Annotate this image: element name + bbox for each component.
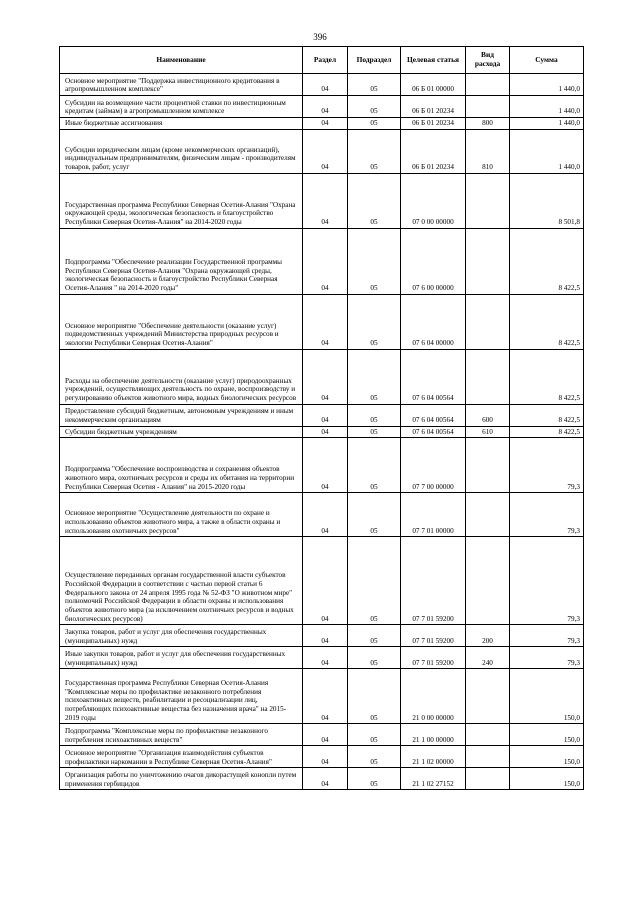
row-expense-type bbox=[466, 493, 510, 537]
row-target: 21 1 02 00000 bbox=[401, 746, 466, 768]
row-amount: 1 440,0 bbox=[510, 129, 584, 173]
row-amount: 150,0 bbox=[510, 746, 584, 768]
row-subsection: 05 bbox=[348, 625, 401, 647]
row-subsection: 05 bbox=[348, 669, 401, 724]
row-subsection: 05 bbox=[348, 647, 401, 669]
row-name: Подпрограмма "Обеспечение реализации Государственной программы Республики Северная Осетия-Алания "Охрана окружающей среды, экологическая безопасность и благоустройство Республики Северная Осетия-Алания " на 2014-2020 годы" bbox=[60, 228, 303, 294]
row-name: Основное мероприятие "Организация взаимодействия субъектов профилактики наркомании в Республике Северная Осетия-Алания" bbox=[60, 746, 303, 768]
row-section: 04 bbox=[303, 438, 348, 493]
row-name: Основное мероприятие "Обеспечение деятельности (оказание услуг) подведомственных учреждений Министерства природных ресурсов и экологии Республики Северная Осетия-Алания" bbox=[60, 294, 303, 349]
row-expense-type bbox=[466, 669, 510, 724]
row-name: Осуществление переданных органам государственной власти субъектов Российской Федерации в соответствии с частью первой статьи 6 Федерального закона от 24 апреля 1995 года № 52-ФЗ "О животном мире" полномочий Российской Федерации в области охраны и использования объектов животного мира (за исключением охотничьих ресурсов и водных биологических ресурсов) bbox=[60, 537, 303, 625]
row-name: Основное мероприятие "Осуществление деятельности по охране и использованию объектов животного мира, а также в области охраны и использования охотничьих ресурсов" bbox=[60, 493, 303, 537]
row-amount: 150,0 bbox=[510, 669, 584, 724]
row-target: 06 Б 01 20234 bbox=[401, 118, 466, 130]
row-target: 21 1 00 00000 bbox=[401, 724, 466, 746]
row-subsection: 05 bbox=[348, 724, 401, 746]
row-section: 04 bbox=[303, 768, 348, 790]
header-expense-type: Вид расхода bbox=[466, 47, 510, 74]
table-row bbox=[60, 294, 584, 349]
row-target: 06 Б 01 20234 bbox=[401, 129, 466, 173]
table-row bbox=[60, 438, 584, 493]
row-amount: 79,3 bbox=[510, 625, 584, 647]
row-section: 04 bbox=[303, 625, 348, 647]
row-expense-type bbox=[466, 537, 510, 625]
row-name: Субсидии бюджетным учреждениям bbox=[60, 426, 303, 438]
row-section: 04 bbox=[303, 96, 348, 118]
row-expense-type bbox=[466, 724, 510, 746]
table-row bbox=[60, 129, 584, 173]
row-subsection: 05 bbox=[348, 96, 401, 118]
row-subsection: 05 bbox=[348, 746, 401, 768]
table-row bbox=[60, 96, 584, 118]
row-expense-type bbox=[466, 438, 510, 493]
row-name: Субсидии на возмещение части процентной ставки по инвестиционным кредитам (займам) в агропромышленном комплексе bbox=[60, 96, 303, 118]
row-section: 04 bbox=[303, 118, 348, 130]
table-row bbox=[60, 173, 584, 228]
row-subsection: 05 bbox=[348, 404, 401, 426]
row-section: 04 bbox=[303, 129, 348, 173]
row-amount: 1 440,0 bbox=[510, 74, 584, 96]
table-row bbox=[60, 228, 584, 294]
row-subsection: 05 bbox=[348, 129, 401, 173]
row-expense-type bbox=[466, 294, 510, 349]
row-target: 07 7 01 59200 bbox=[401, 647, 466, 669]
row-name: Иные закупки товаров, работ и услуг для обеспечения государственных (муниципальных) нужд bbox=[60, 647, 303, 669]
row-expense-type bbox=[466, 96, 510, 118]
row-section: 04 bbox=[303, 74, 348, 96]
row-section: 04 bbox=[303, 647, 348, 669]
table-row bbox=[60, 404, 584, 426]
row-target: 06 Б 01 00000 bbox=[401, 74, 466, 96]
row-target: 07 7 01 59200 bbox=[401, 537, 466, 625]
row-amount: 79,3 bbox=[510, 647, 584, 669]
row-name: Подпрограмма "Обеспечение воспроизводства и сохранения объектов животного мира, охотничьих ресурсов и среды их обитания на территории Республики Северная Осетия - Алания" на 2015-2020 годы bbox=[60, 438, 303, 493]
header-amount: Сумма bbox=[510, 47, 584, 74]
row-target: 07 7 01 59200 bbox=[401, 625, 466, 647]
row-target: 07 7 01 00000 bbox=[401, 493, 466, 537]
row-target: 06 Б 01 20234 bbox=[401, 96, 466, 118]
row-subsection: 05 bbox=[348, 426, 401, 438]
row-section: 04 bbox=[303, 294, 348, 349]
row-name: Иные бюджетные ассигнования bbox=[60, 118, 303, 130]
table-row bbox=[60, 746, 584, 768]
row-subsection: 05 bbox=[348, 768, 401, 790]
row-amount: 1 440,0 bbox=[510, 118, 584, 130]
row-amount: 8 501,8 bbox=[510, 173, 584, 228]
table-row bbox=[60, 493, 584, 537]
table-row bbox=[60, 74, 584, 96]
row-target: 07 6 04 00000 bbox=[401, 294, 466, 349]
row-subsection: 05 bbox=[348, 74, 401, 96]
row-amount: 79,3 bbox=[510, 493, 584, 537]
row-amount: 150,0 bbox=[510, 724, 584, 746]
budget-table bbox=[59, 46, 584, 790]
row-expense-type: 600 bbox=[466, 404, 510, 426]
row-name: Государственная программа Республики Северная Осетия-Алания "Комплексные меры по профилактике незаконного потребления психоактивных веществ, реабилитации и ресоциализации лиц, потребляющих психоактивные вещества без назначения врача" на 2015-2019 годы bbox=[60, 669, 303, 724]
row-expense-type: 200 bbox=[466, 625, 510, 647]
row-subsection: 05 bbox=[348, 118, 401, 130]
row-amount: 8 422,5 bbox=[510, 349, 584, 404]
row-section: 04 bbox=[303, 228, 348, 294]
header-subsection: Подраздел bbox=[348, 47, 401, 74]
row-amount: 150,0 bbox=[510, 768, 584, 790]
table-row bbox=[60, 768, 584, 790]
row-name: Закупка товаров, работ и услуг для обеспечения государственных (муниципальных) нужд bbox=[60, 625, 303, 647]
row-target: 07 6 04 00564 bbox=[401, 349, 466, 404]
row-section: 04 bbox=[303, 669, 348, 724]
row-name: Субсидии юридическим лицам (кроме некоммерческих организаций), индивидуальным предпринимателям, физическим лицам - производителям товаров, работ, услуг bbox=[60, 129, 303, 173]
table-row bbox=[60, 426, 584, 438]
table-row bbox=[60, 625, 584, 647]
row-name: Расходы на обеспечение деятельности (оказание услуг) природоохранных учреждений, осуществляющих деятельность по охране, воспроизводству и регулированию объектов животного мира, водных биологических ресурсов bbox=[60, 349, 303, 404]
row-expense-type: 810 bbox=[466, 129, 510, 173]
row-target: 21 1 02 27152 bbox=[401, 768, 466, 790]
row-subsection: 05 bbox=[348, 438, 401, 493]
row-target: 21 0 00 00000 bbox=[401, 669, 466, 724]
table-row bbox=[60, 537, 584, 625]
row-target: 07 0 00 00000 bbox=[401, 173, 466, 228]
row-amount: 8 422,5 bbox=[510, 228, 584, 294]
row-subsection: 05 bbox=[348, 493, 401, 537]
row-section: 04 bbox=[303, 724, 348, 746]
row-amount: 79,3 bbox=[510, 438, 584, 493]
row-amount: 1 440,0 bbox=[510, 96, 584, 118]
row-expense-type: 240 bbox=[466, 647, 510, 669]
row-amount: 8 422,5 bbox=[510, 294, 584, 349]
row-expense-type bbox=[466, 768, 510, 790]
table-row bbox=[60, 647, 584, 669]
table-row bbox=[60, 118, 584, 130]
row-section: 04 bbox=[303, 173, 348, 228]
row-target: 07 6 04 00564 bbox=[401, 426, 466, 438]
row-section: 04 bbox=[303, 404, 348, 426]
row-amount: 79,3 bbox=[510, 537, 584, 625]
row-amount: 8 422,5 bbox=[510, 404, 584, 426]
header-target: Целевая статья bbox=[401, 47, 466, 74]
row-target: 07 6 00 00000 bbox=[401, 228, 466, 294]
table-header-row bbox=[60, 47, 584, 74]
header-section: Раздел bbox=[303, 47, 348, 74]
page-number: 396 bbox=[313, 32, 327, 42]
row-name: Организация работы по уничтожению очагов дикорастущей конопли путем применения гербицидов bbox=[60, 768, 303, 790]
table-row bbox=[60, 349, 584, 404]
table-row bbox=[60, 724, 584, 746]
row-name: Предоставление субсидий бюджетным, автономным учреждениям и иным некоммерческим организациям bbox=[60, 404, 303, 426]
row-subsection: 05 bbox=[348, 349, 401, 404]
row-subsection: 05 bbox=[348, 294, 401, 349]
row-target: 07 6 04 00564 bbox=[401, 404, 466, 426]
row-expense-type: 800 bbox=[466, 118, 510, 130]
row-section: 04 bbox=[303, 426, 348, 438]
row-expense-type bbox=[466, 228, 510, 294]
row-expense-type bbox=[466, 349, 510, 404]
row-target: 07 7 00 00000 bbox=[401, 438, 466, 493]
row-expense-type: 610 bbox=[466, 426, 510, 438]
row-expense-type bbox=[466, 746, 510, 768]
header-name: Наименование bbox=[60, 47, 303, 74]
row-name: Основное мероприятие "Поддержка инвестиционного кредитования в агропромышленном комплексе" bbox=[60, 74, 303, 96]
row-section: 04 bbox=[303, 349, 348, 404]
row-section: 04 bbox=[303, 746, 348, 768]
row-amount: 8 422,5 bbox=[510, 426, 584, 438]
row-subsection: 05 bbox=[348, 228, 401, 294]
row-name: Государственная программа Республики Северная Осетия-Алания "Охрана окружающей среды, экологическая безопасность и благоустройство Республики Северная Осетия-Алания" на 2014-2020 годы bbox=[60, 173, 303, 228]
row-section: 04 bbox=[303, 493, 348, 537]
row-subsection: 05 bbox=[348, 173, 401, 228]
row-name: Подпрограмма "Комплексные меры по профилактике незаконного потребления психоактивных веществ" bbox=[60, 724, 303, 746]
row-section: 04 bbox=[303, 537, 348, 625]
row-subsection: 05 bbox=[348, 537, 401, 625]
row-expense-type bbox=[466, 74, 510, 96]
table-row bbox=[60, 669, 584, 724]
row-expense-type bbox=[466, 173, 510, 228]
